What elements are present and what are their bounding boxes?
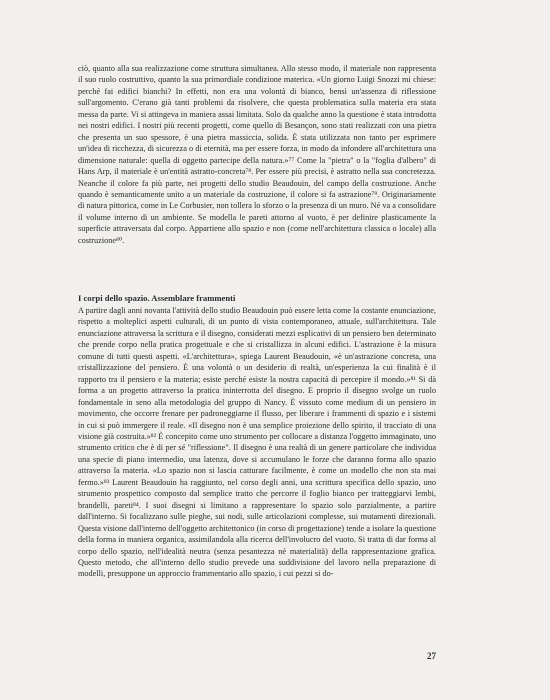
paragraph-text-2: A partire dagli anni novanta l'attività dello studio Beaudouin può essere letta come la costante enunciazione, rispetto a molteplici aspetti culturali, di un punto di vista contemporaneo, attuale, sull'architettura. Tale enunciazione attraversa la scrittura e il disegno, considerati mezzi esplicativi di un pensiero ben determinato che prende corpo nella pratica progettuale e che si cristallizza in alcuni edifici. L'astrazione è la misura comune di tutti questi aspetti. «L'architettura», spiega Laurent Beaudouin, «è un'astrazione concreta, una cristallizzazione del pensiero. È una volontà o un desiderio di realtà, un'esperienza la cui finalità è il rapporto tra il pensiero e la materia; esiste perché esiste la nostra capacità di percepire il mondo.»⁸¹ Si dà forma a un progetto attraverso la pratica ininterrotta del disegno. E proprio il disegno svolge un ruolo fondamentale in seno alla metodologia del gruppo di Nancy. È vissuto come medium di un pensiero in movimento, che occorre frenare per padroneggiarne il flusso, per liberare i frammenti di spazio e i sistemi in cui si può immergere il reale. «Il disegno non è una semplice proiezione dello spirito, il tracciato di una visione già costruita.»⁸² È concepito come uno strumento per collocare a distanza l'oggetto immaginato, uno strumento critico che è di per sé "riflessione". Il disegno è una realtà di un genere particolare che individua una specie di piano intermedio, una latenza, dove si accumulano le forze che daranno forma allo spazio attraverso la materia. «Lo spazio non si lascia catturare facilmente, è come un modello che non sta mai fermo.»⁸³ Laurent Beaudouin ha raggiunto, nel corso degli anni, una scrittura specifica dello spazio, uno strumento prospettico composto dal semplice tratto che percorre il foglio bianco per tratteggiarvi lembi, brandelli, pareti⁸⁴. I suoi disegni si limitano a rappresentare lo spazio solo parzialmente, a partire dall'interno. Si focalizzano sulle pieghe, sui nodi, sulle articolazioni complesse, sui mutamenti direzionali. Questa visione dall'interno dell'oggetto architettonico (in corso di progettazione) tende a isolare la questione della forma in maniera organica, assimilandola alla ricerca dell'involucro del vuoto. Si tratta di dar forma al corpo dello spazio, nell'idealità neutra (senza pesantezza né materialità) della rappresentazione grafica. Questo metodo, che all'interno dello studio prevede una suddivisione del lavoro nella preparazione di modelli, presuppone un approccio frammentario allo spazio, i cui pezzi si do-: [78, 306, 436, 579]
paragraph-text-1: ciò, quanto alla sua realizzazione come struttura simultanea. Allo stesso modo, il materiale non rappresenta il suo ruolo costruttivo, quanto la sua primordiale condizione materica. «Un giorno Luigi Snozzi mi chiese: perché fai edifici bianchi? In effetti, non era una volontà di bianco, bensì un'assenza di riflessione sull'argomento. C'erano già tanti problemi da risolvere, che questa problematica sulla materia era stata messa da parte. Vi si attingeva in maniera assai limitata. Solo da qualche anno la questione è stata introdotta nei nostri edifici. I nostri più recenti progetti, come quello di Besançon, sono stati realizzati con una pietra che presenta un suo spessore, è una pietra massiccia, solida. È stata utilizzata non tanto per esprimere un'idea di ricchezza, di sicurezza o di eternità, ma per essere forza, in modo da infondere all'architettura una dimensione naturale: quella di oggetto partecipe della natura.»⁷⁷ Come la "pietra" o la "foglia d'albero" di Hans Arp, il materiale è un'entità astratto-concreta⁷⁸. Per essere più precisi, è astratto nella sua concretezza. Neanche il colore fa più parte, nei progetti dello studio Beaudouin, del campo della costruzione. Anche quando è semanticamente unito a un materiale da costruzione, il colore si fa astrazione⁷⁹. Originariamente di natura pittorica, come in Le Corbusier, non tollera lo sforzo o la presenza di un muro. Né va a consolidare il volume interno di un ambiente. Se modella le pareti attorno al vuoto, è per definire plasticamente la superficie attraversata dal corpo. Appartiene allo spazio e non (come nell'architettura classica o locale) alla costruzione⁸⁰.: [78, 64, 436, 245]
section-heading: I corpi dello spazio. Assemblare frammenti: [78, 293, 236, 303]
body-paragraph-1: [78, 63, 436, 246]
body-paragraph-2: [78, 305, 436, 580]
page-number: 27: [427, 651, 436, 661]
